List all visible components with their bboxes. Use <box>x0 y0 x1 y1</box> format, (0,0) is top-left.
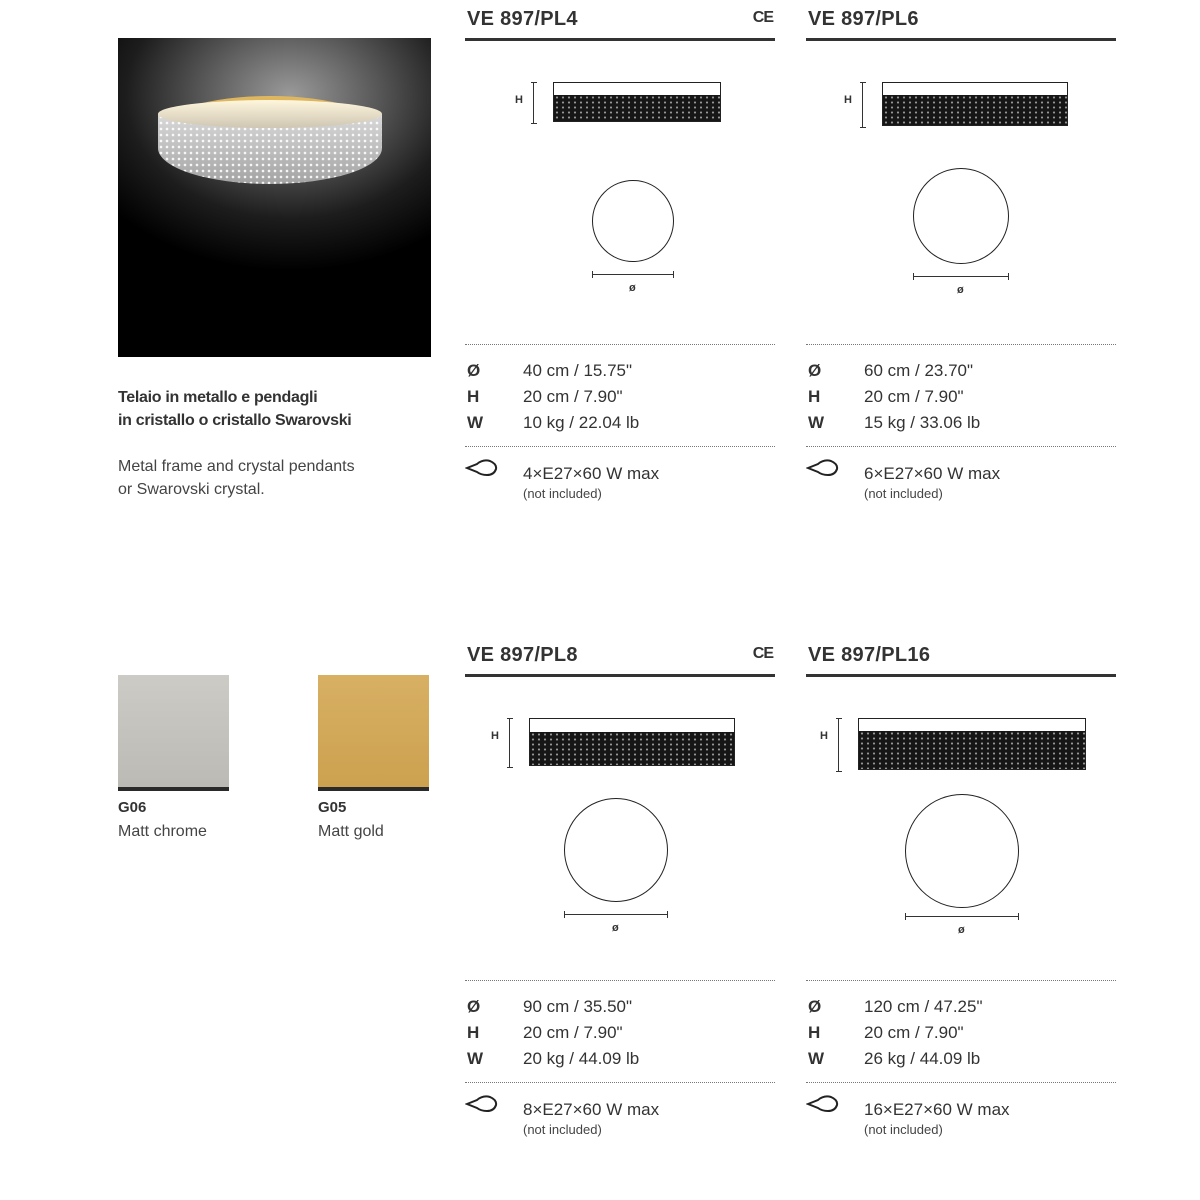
side-view-drawing <box>529 718 735 766</box>
side-view-drawing <box>553 82 721 122</box>
diameter-mark: ø <box>958 924 965 936</box>
lamp-note: (not included) <box>523 486 602 501</box>
diameter-mark: ø <box>612 922 619 934</box>
diameter-dimension-line <box>905 916 1019 917</box>
bulb-icon <box>806 1094 840 1114</box>
spec-value: 20 cm / 7.90" <box>523 1023 623 1042</box>
spec-value: 10 kg / 22.04 lb <box>523 413 640 432</box>
product-photo <box>118 38 431 357</box>
spec-value: 90 cm / 35.50" <box>523 997 633 1016</box>
description-english: Metal frame and crystal pendants or Swarovski crystal. <box>118 458 355 498</box>
product-model: VE 897/PL6 <box>808 8 919 30</box>
product-model: VE 897/PL16 <box>808 644 931 666</box>
finish-swatch-matt-chrome <box>118 675 229 791</box>
spec-key: Ø <box>467 997 481 1016</box>
finish-swatch-matt-gold <box>318 675 429 791</box>
dotted-separator <box>465 344 775 345</box>
bulb-icon <box>465 1094 499 1114</box>
spec-key: Ø <box>808 361 822 380</box>
spec-value: 15 kg / 33.06 lb <box>864 413 981 432</box>
lamp-note: (not included) <box>864 1122 943 1137</box>
top-view-circle <box>592 180 674 262</box>
title-rule <box>806 38 1116 41</box>
crystal-band <box>883 95 1067 125</box>
height-mark: H <box>844 94 852 106</box>
spec-value: 20 cm / 7.90" <box>523 387 623 406</box>
lamp-spec: 4×E27×60 W max <box>523 464 660 483</box>
dotted-separator <box>806 344 1116 345</box>
spec-value: 20 cm / 7.90" <box>864 1023 964 1042</box>
height-mark: H <box>491 730 499 742</box>
product-card-pl16 <box>806 638 1116 1158</box>
finish-name: Matt chrome <box>118 823 207 840</box>
top-view-circle <box>564 798 668 902</box>
height-bracket <box>531 82 537 124</box>
title-rule <box>465 38 775 41</box>
fixture-top <box>158 100 382 128</box>
product-model: VE 897/PL4 <box>467 8 578 30</box>
dotted-separator <box>806 1082 1116 1083</box>
spec-key: H <box>808 387 821 406</box>
spec-key: Ø <box>808 997 822 1016</box>
spec-key: Ø <box>467 361 481 380</box>
diameter-dimension-line <box>564 914 668 915</box>
spec-key: H <box>467 1023 480 1042</box>
spec-value: 20 cm / 7.90" <box>864 387 964 406</box>
dotted-separator <box>806 446 1116 447</box>
title-rule <box>806 674 1116 677</box>
spec-key: W <box>467 1049 484 1068</box>
diameter-dimension-line <box>592 274 674 275</box>
dotted-separator <box>465 446 775 447</box>
dotted-separator <box>465 980 775 981</box>
crystal-band <box>859 731 1085 769</box>
product-card-pl4 <box>465 2 775 522</box>
spec-key: H <box>467 387 480 406</box>
spec-key: W <box>808 1049 825 1068</box>
crystal-band <box>530 732 734 765</box>
bulb-icon <box>806 458 840 478</box>
spec-value: 20 kg / 44.09 lb <box>523 1049 640 1068</box>
ce-mark: CE <box>752 9 773 26</box>
finish-code: G05 <box>318 799 347 816</box>
dotted-separator <box>806 980 1116 981</box>
diameter-mark: ø <box>629 282 636 294</box>
product-model: VE 897/PL8 <box>467 644 578 666</box>
ce-mark: CE <box>752 645 773 662</box>
lamp-spec: 6×E27×60 W max <box>864 464 1001 483</box>
product-card-pl8 <box>465 638 775 1158</box>
lamp-spec: 8×E27×60 W max <box>523 1100 660 1119</box>
height-bracket <box>507 718 513 768</box>
diameter-mark: ø <box>957 284 964 296</box>
top-view-circle <box>905 794 1019 908</box>
spec-key: W <box>467 413 484 432</box>
spec-key: H <box>808 1023 821 1042</box>
height-bracket <box>836 718 842 772</box>
side-view-drawing <box>858 718 1086 770</box>
product-card-pl6 <box>806 2 1116 522</box>
height-bracket <box>860 82 866 128</box>
spec-value: 120 cm / 47.25" <box>864 997 983 1016</box>
side-view-drawing <box>882 82 1068 126</box>
finish-name: Matt gold <box>318 823 384 840</box>
spec-value: 60 cm / 23.70" <box>864 361 974 380</box>
height-mark: H <box>515 94 523 106</box>
title-rule <box>465 674 775 677</box>
finish-code: G06 <box>118 799 147 816</box>
lamp-note: (not included) <box>523 1122 602 1137</box>
spec-value: 40 cm / 15.75" <box>523 361 633 380</box>
dotted-separator <box>465 1082 775 1083</box>
spec-value: 26 kg / 44.09 lb <box>864 1049 981 1068</box>
crystal-band <box>554 95 720 121</box>
diameter-dimension-line <box>913 276 1009 277</box>
lamp-spec: 16×E27×60 W max <box>864 1100 1010 1119</box>
bulb-icon <box>465 458 499 478</box>
top-view-circle <box>913 168 1009 264</box>
lamp-note: (not included) <box>864 486 943 501</box>
description-italian: Telaio in metallo e pendagli in cristallo o cristallo Swarovski <box>118 389 352 429</box>
spec-key: W <box>808 413 825 432</box>
height-mark: H <box>820 730 828 742</box>
